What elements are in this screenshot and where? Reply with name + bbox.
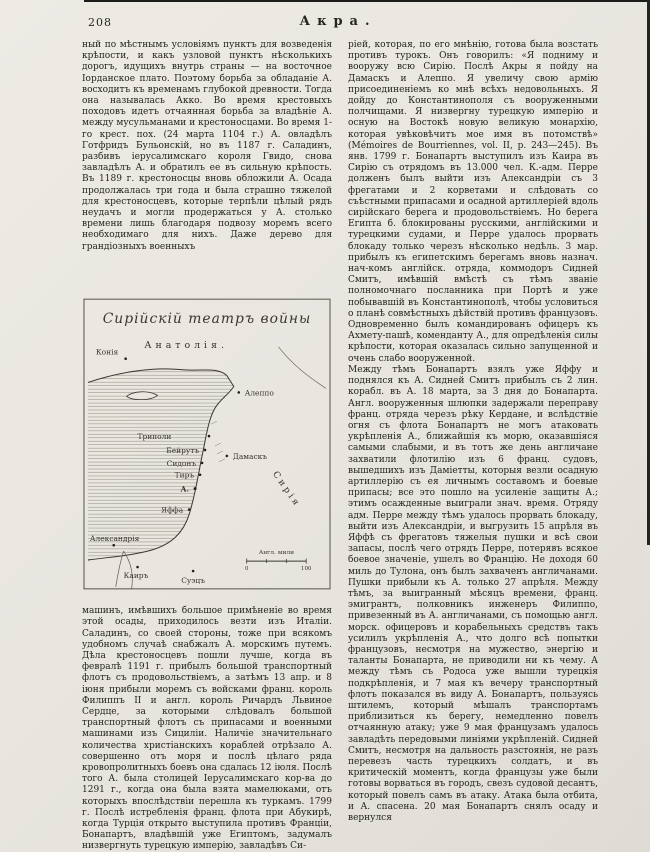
scale-label: Англ. мили (258, 549, 295, 557)
map-region-label: Анатолія. (144, 339, 228, 351)
mountain-hatches (211, 421, 225, 462)
map-figure (82, 296, 332, 598)
left-column-text-bottom: машинъ, имѣвшихъ большое примѣненіе во время этой осады, приходилось везти изъ Италіи. Саладинъ, со своей стороны, тоже при всякомъ удобномъ случаѣ снабжалъ А. морскимъ путемъ. Дѣла крестоносцевъ пошли лучше, когда въ февралѣ 1191 г. прибылъ большой транспортный флотъ съ продовольствіемъ, а затѣмъ 13 апр. и 8 іюня прибыли моремъ съ войсками франц. король Филиппъ II и англ. король Ричардъ Львиное Сердце, за которыми слѣдовалъ большой транспортный флотъ съ припасами и военными машинами изъ Сициліи. Наличіе значительнаго количества христіанскихъ кораблей отрѣзало А. совершенно отъ моря и послѣ цѣлаго ряда кровопролитныхъ боевъ она сдалась 12 іюля. Послѣ того А. была столицей Іерусалимскаго кор-ва до 1291 г., когда она была взята мамелюками, отъ которыхъ впослѣдствіи перешла къ туркамъ. 1799 г. Послѣ истребленія франц. флота при Абукирѣ, когда Турція открыто выступила противъ Франціи, Бонапартъ, владѣвшій уже Египтомъ, задумалъ низвергнуть турецкую имперію, завладѣвъ Си- (82, 606, 332, 852)
place-label-jaffa: Яффа (161, 505, 184, 515)
page-number: 208 (88, 16, 112, 29)
place-label-aleppo: Алеппо (244, 388, 274, 398)
map-title: Сирійскій театръ войны (102, 310, 312, 327)
syria-war-map (82, 296, 332, 594)
place-label-konia: Конія (95, 347, 119, 357)
place-label-sidon: Сидонъ (166, 458, 197, 468)
page-title: Акра. (299, 14, 377, 29)
right-column-text-1: ріей, которая, по его мнѣнію, готова была возстать противъ турокъ. Онъ говорилъ: «Я подниму и вооружу всю Сирію. Послѣ Акры я пойду на Дамаскъ и Алеппо. Я увеличу свою армію присоединеніемъ ко мнѣ всѣхъ недовольныхъ. Я дойду до Константинополя съ вооруженными полчищами. Я низвергну турецкую имперію и осную на Востокѣ новую великую монархію, которая увѣковѣчитъ мое имя въ потомствѣ» (Mémoires de Bourriennes, vol. II, p. 243—245). Въ янв. 1799 г. Бонапартъ выступилъ изъ Каира въ Сирію съ отрядомъ въ 13.000 чел. К.-адм. Перре долженъ былъ выйти изъ Александріи съ 3 фрегатами и 2 корветами и слѣдовать со съѣстными припасами и осадной артиллеріей вдоль сирійскаго берега и продовольствіемъ. Но берега Египта б. блокированы русскими, англійскими и турецкими судами, и Перре удалось прорвать блокаду только черезъ нѣсколько недѣль. 3 мар. прибылъ къ египетскимъ берегамъ вновь назнач. нач-комъ англійск. отряда, коммодоръ Сидней Смитъ, имѣвшій вмѣстѣ съ тѣмъ званіе полномочнаго посланника при Портѣ и уже побывавшій въ Константинополѣ, чтобы условиться о планѣ совмѣстныхъ дѣйствій противъ французовъ. Одновременно былъ командированъ офицеръ къ Ахмету-пашѣ, коменданту А., для опредѣленія силы крѣпости, которая оказалась сильно запущенной и очень слабо вооруженной. (348, 40, 598, 364)
place-label-damascus: Дамаскъ (232, 451, 268, 461)
scan-edge-top (84, 0, 650, 2)
scale-start: 0 (244, 566, 249, 572)
euphrates-river (278, 347, 326, 389)
left-column-text-top: ный по мѣстнымъ условіямъ пунктъ для возведенія крѣпости, и какъ узловой пунктъ нѣсколькихъ дорогъ, идущихъ внутрь страны — на восточное Іорданское плато. Поэтому борьба за обладаніе А. восходитъ къ временамъ глубокой древности. Тогда она называлась Акко. Во время крестовыхъ походовъ идетъ отчаянная борьба за владѣніе А. между мусульманами и крестоносцами. Во время 1-го крест. пох. (24 марта 1104 г.) А. овладѣлъ Готфридъ Бульонскій, но въ 1187 г. Саладинъ, разбивъ іерусалимскаго короля Гвидо, снова завладѣлъ А. и обратилъ ее въ сильную крѣпость. Въ 1189 г. крестоносцы вновь обложили А. Осада продолжалась три года и была страшно тяжелой для крестоносцевъ, которые терпѣли цѣлый рядъ неудачъ и могли продержаться у А. столько времени лишь благодаря подвозу моремъ всего необходимаго для нихъ. Даже дерево для грандіозныхъ военныхъ (82, 40, 332, 252)
region-label-syria: Сирія (270, 469, 303, 510)
place-label-cairo: Каиръ (123, 570, 149, 580)
page-header (82, 14, 594, 34)
sea-hatching (88, 369, 234, 560)
right-column (348, 40, 598, 852)
text-columns (82, 40, 598, 852)
place-label-alexandria: Александрія (89, 534, 140, 544)
place-label-tripoli: Триполи (137, 432, 172, 442)
place-label-acre: А. (180, 484, 190, 494)
scale-bar (245, 549, 312, 572)
scale-end: 100 (301, 566, 312, 572)
place-label-tyre: Тиръ (174, 470, 195, 480)
left-column (82, 40, 332, 852)
right-column-text-2: Между тѣмъ Бонапартъ взялъ уже Яффу и поднялся къ А. Сидней Смитъ прибылъ съ 2 лин. корабл. въ А. 18 марта, за 3 дня до Бонапарта. Англ. вооруженныя шлюпки задержали переправу франц. отряда черезъ рѣку Кердане, и вслѣдствіе огня съ флота Бонапартъ не могъ атаковать укрѣпленія А., ближайшія къ морю, оказавшіяся самыми слабыми, и въ тотъ же день англичане захватили флотилію изъ 6 франц. судовъ, вышедшихъ изъ Даміетты, которыя везли осадную артиллерію съ ея личнымъ составомъ и боевые припасы; все это пошло на усиленіе защиты А.; этимъ осажденные выиграли знач. время. Отряду адм. Перре между тѣмъ удалось прорвать блокаду, выйти изъ Александріи, и выгрузить 15 апрѣля въ Яффѣ съ фрегатовъ тяжелыя пушки и всѣ свои запасы, послѣ чего отрядъ Перре, потерявъ всякое боевое значеніе, ушелъ во Францію. Не доходя 60 миль до Тулона, онъ былъ захваченъ англичанами. Пушки прибыли къ А. только 27 апрѣля. Между тѣмъ, за выигранный мѣсяцъ времени, франц. эмигрантъ, полковникъ инженеръ Филиппо, привезенный въ А. англичанами, съ помощью англ. морск. офицеровъ и корабельныхъ средствъ такъ усилилъ укрѣпленія А., что долго всѣ попытки французовъ, несмотря на мужество, энергію и таланты Бонапарта, не приводили ни къ чему. А между тѣмъ съ Родоса уже вышли турецкія подкрѣпленія, и 7 мая къ вечеру транспортный флотъ показался въ виду А. Бонапартъ, пользуясь штилемъ, который мѣшалъ транспортамъ приблизиться къ берегу, немедленно повелъ отчаянную атаку; уже 9 мая французамъ удалось завладѣть передовыми линіями укрѣпленій. Сидней Смитъ, несмотря на дальность разстоянія, не разъ перевезъ часть турецкихъ солдатъ, и въ критическій моментъ, когда французы уже были готовы ворваться въ городъ, свезъ судовой десантъ, который повелъ самъ въ атаку. Атака была отбита, и А. спасена. 20 мая Бонапартъ снялъ осаду и вернулся (348, 364, 598, 824)
place-label-beirut: Бейрутъ (166, 445, 200, 455)
place-label-suez: Суэцъ (181, 575, 205, 585)
